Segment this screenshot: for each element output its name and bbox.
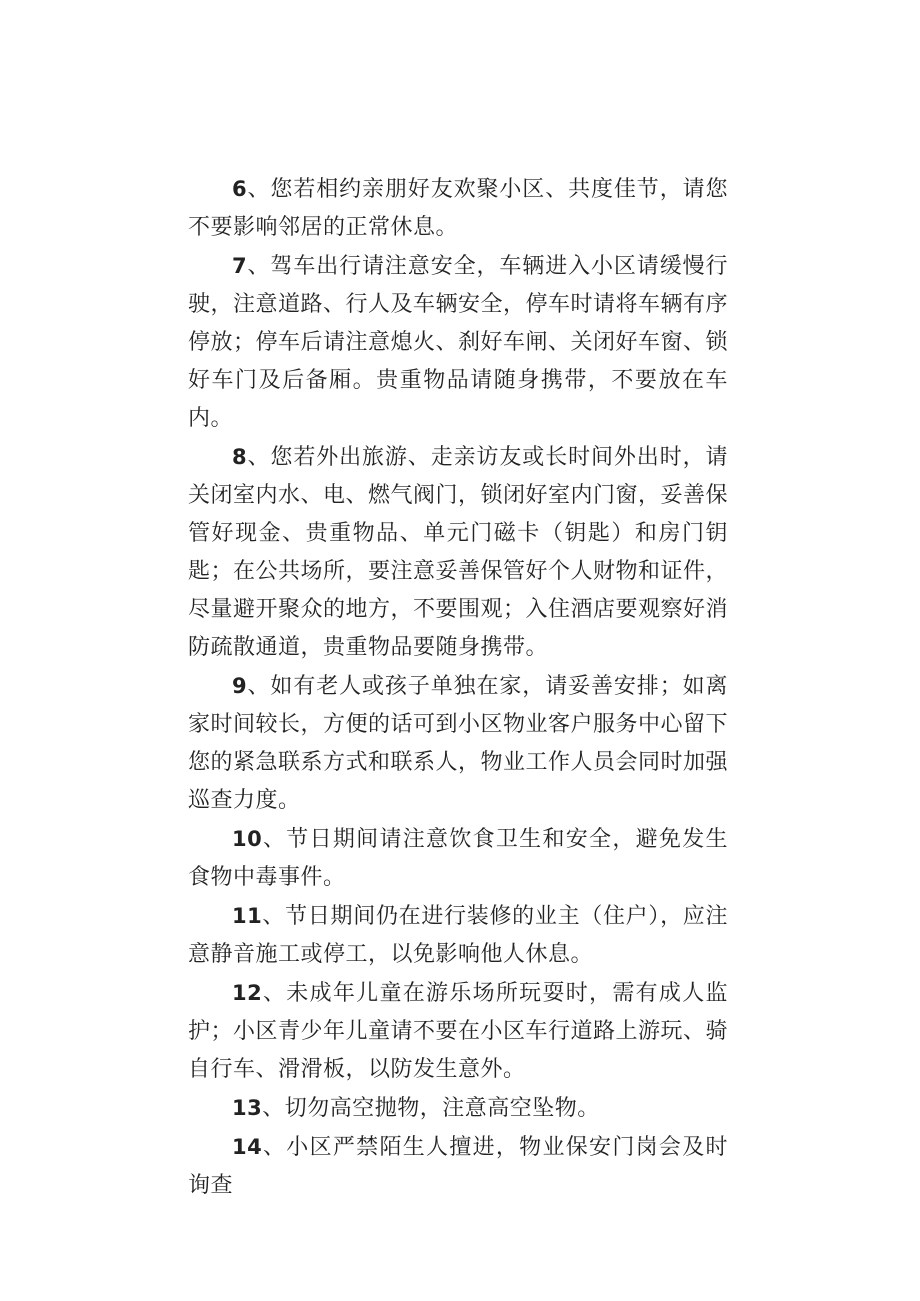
item-text: 、驾车出行请注意安全，车辆进入小区请缓慢行驶，注意道路、行人及车辆安全，停车时请将车辆有序停放；停车后请注意熄火、刹好车闸、关闭好车窗、锁好车门及后备厢。贵重物品请随身携带，不要放在车内。 <box>188 254 729 431</box>
item-number: 12 <box>232 981 263 1005</box>
list-item <box>188 247 728 438</box>
item-number: 14 <box>232 1135 263 1159</box>
item-text: 、切勿高空抛物，注意高空坠物。 <box>262 1096 600 1121</box>
list-item <box>188 897 728 974</box>
item-text: 、节日期间请注意饮食卫生和安全，避免发生食物中毒事件。 <box>188 827 728 890</box>
item-number: 10 <box>232 827 263 851</box>
list-item <box>188 438 728 667</box>
item-text: 、小区严禁陌生人擅进，物业保安门岗会及时询查 <box>188 1135 728 1198</box>
item-text: 、未成年儿童在游乐场所玩耍时，需有成人监护；小区青少年儿童请不要在小区车行道路上游玩、骑自行车、滑滑板，以防发生意外。 <box>188 981 729 1082</box>
list-item <box>188 820 728 897</box>
list-item <box>188 974 728 1089</box>
list-item <box>188 667 728 820</box>
list-item <box>188 1128 728 1205</box>
item-number: 11 <box>232 904 263 928</box>
item-number: 6 <box>232 177 248 201</box>
item-text: 、如有老人或孩子单独在家，请妥善安排；如离家时间较长，方便的话可到小区物业客户服务中心留下您的紧急联系方式和联系人，物业工作人员会同时加强巡查力度。 <box>188 674 729 813</box>
item-number: 13 <box>232 1096 263 1120</box>
item-text: 、您若相约亲朋好友欢聚小区、共度佳节，请您不要影响邻居的正常休息。 <box>188 177 728 240</box>
item-text: 、节日期间仍在进行装修的业主（住户），应注意静音施工或停工，以免影响他人休息。 <box>188 904 728 967</box>
list-item <box>188 170 728 247</box>
item-number: 9 <box>232 674 248 698</box>
document-body <box>188 170 728 1205</box>
item-number: 8 <box>232 445 248 469</box>
item-number: 7 <box>232 254 248 278</box>
item-text: 、您若外出旅游、走亲访友或长时间外出时，请关闭室内水、电、燃气阀门，锁闭好室内门窗，妥善保管好现金、贵重物品、单元门磁卡（钥匙）和房门钥匙；在公共场所，要注意妥善保管好个人财物和证件，尽量避开聚众的地方，不要围观；入住酒店要观察好消防疏散通道，贵重物品要随身携带。 <box>188 445 729 660</box>
list-item <box>188 1089 728 1128</box>
